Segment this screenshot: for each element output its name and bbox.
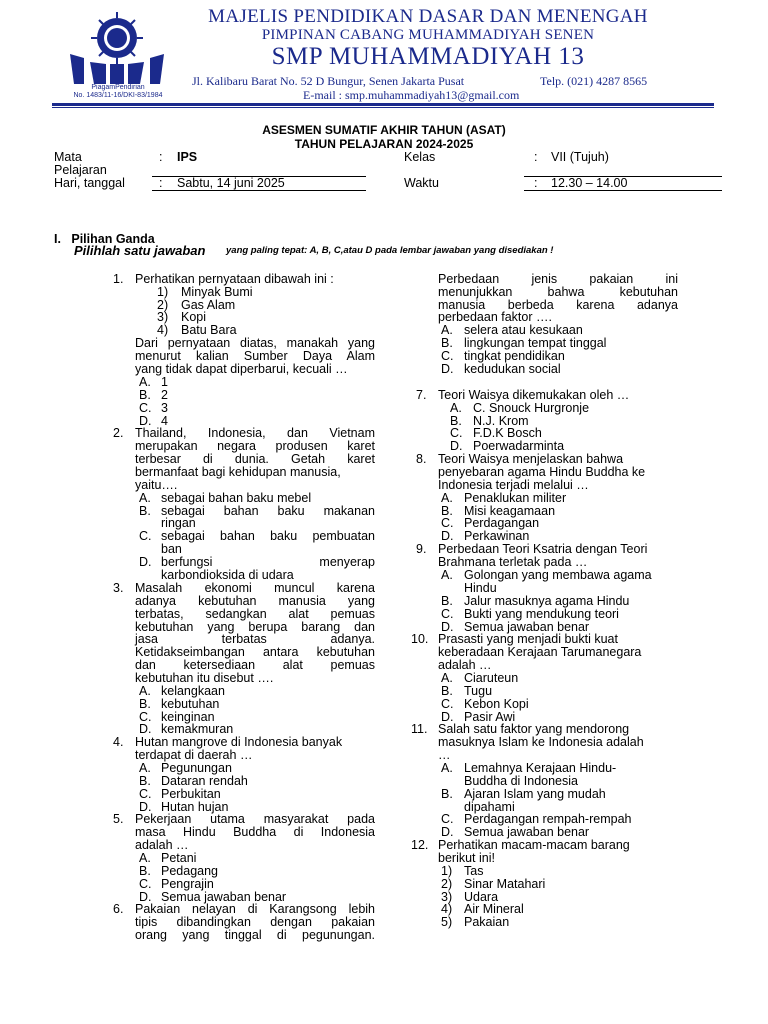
list-item: Minyak Bumi (181, 285, 253, 299)
school-logo (66, 8, 168, 90)
option-text: Perkawinan (464, 529, 530, 543)
list-number: 5) (441, 915, 453, 929)
subject-label-1: Mata (54, 150, 82, 164)
option-text: Penaklukan militer (464, 491, 567, 505)
question-text: berikut ini! (438, 851, 495, 865)
time-underline (524, 190, 722, 191)
time-colon: : (534, 176, 538, 190)
option-letter: D. (450, 439, 463, 453)
option-letter: C. (441, 516, 454, 530)
question-text: Salah satu faktor yang mendorong (438, 722, 630, 736)
question-text: Perbedaan jenis pakaian ini (438, 272, 678, 286)
option-letter: B. (441, 787, 453, 801)
question-text: terdapat di daerah … (135, 748, 253, 762)
option-letter: B. (441, 594, 453, 608)
option-text: Perbukitan (161, 787, 221, 801)
exam-title: ASESMEN SUMATIF AKHIR TAHUN (ASAT) (262, 123, 506, 137)
list-number: 3) (157, 310, 169, 324)
question-text: terbatas, sedangkan alat pemuas (135, 607, 375, 621)
option-letter: D. (441, 710, 454, 724)
instruction-detail: yang paling tepat: A, B, C,atau D pada lembar jawaban yang disediakan ! (226, 245, 554, 256)
list-number: 4) (157, 323, 169, 337)
question-number: 12. (411, 838, 429, 852)
option-text: Kebon Kopi (464, 697, 529, 711)
question-text: Dari pernyataan diatas, manakah yang (135, 336, 375, 350)
option-text: 4 (161, 414, 168, 428)
time-label: Waktu (404, 176, 439, 190)
question-text: adalah … (135, 838, 189, 852)
option-text: 1 (161, 375, 168, 389)
question-text: menunjukkan bahwa kebutuhan (438, 285, 678, 299)
option-text: Tugu (464, 684, 493, 698)
option-text: tingkat pendidikan (464, 349, 565, 363)
question-text: orang yang tinggal di pegunungan. (135, 928, 375, 942)
option-letter: C. (139, 877, 152, 891)
option-letter: B. (139, 864, 151, 878)
option-letter: A. (450, 401, 462, 415)
list-number: 1) (157, 285, 169, 299)
option-text: sebagai bahan baku makanan (161, 504, 375, 518)
list-item: Batu Bara (181, 323, 237, 337)
logo-caption-line-1: PiagamPendirian (91, 84, 145, 91)
question-text: Prasasti yang menjadi bukti kuat (438, 632, 618, 646)
option-text: N.J. Krom (473, 414, 529, 428)
option-letter: D. (139, 555, 152, 569)
option-text: Pegunungan (161, 761, 232, 775)
question-text: yang tidak dapat diperbarui, kecuali … (135, 362, 348, 376)
option-letter: C. (441, 349, 454, 363)
question-text: Pakaian nelayan di Karangsong lebih (135, 902, 375, 916)
option-text: dipahami (464, 800, 515, 814)
question-number: 5. (113, 812, 124, 826)
header-rule-thin (52, 107, 714, 108)
option-letter: B. (450, 414, 462, 428)
time-value: 12.30 – 14.00 (551, 176, 628, 190)
list-item: Pakaian (464, 915, 510, 929)
question-number: 10. (411, 632, 429, 646)
question-text: bermanfaat bagi kehidupan manusia, (135, 465, 341, 479)
option-letter: D. (441, 529, 454, 543)
option-letter: C. (441, 812, 454, 826)
question-text: terbesar di dunia. Getah karet (135, 452, 375, 466)
list-item: Sinar Matahari (464, 877, 546, 891)
list-item: Gas Alam (181, 298, 236, 312)
list-item: Kopi (181, 310, 207, 324)
question-text: yaitu…. (135, 478, 178, 492)
question-text: Brahmana terletak pada … (438, 555, 588, 569)
question-text: merupakan negara produsen karet (135, 439, 375, 453)
question-number: 1. (113, 272, 124, 286)
option-text: kebutuhan (161, 697, 220, 711)
question-text: tipis dibandingkan dengan pakaian (135, 915, 375, 929)
question-number: 8. (416, 452, 427, 466)
option-letter: C. (139, 710, 152, 724)
option-text: Jalur masuknya agama Hindu (464, 594, 630, 608)
option-text: Dataran rendah (161, 774, 248, 788)
option-text: Semua jawaban benar (464, 825, 590, 839)
header-council-name: MAJELIS PENDIDIKAN DASAR DAN MENENGAH (208, 6, 648, 27)
exam-year: TAHUN PELAJARAN 2024-2025 (294, 137, 474, 151)
question-number: 7. (416, 388, 427, 402)
question-text: Perbedaan Teori Ksatria dengan Teori (438, 542, 648, 556)
question-text: Masalah ekonomi muncul karena (135, 581, 375, 595)
date-value: Sabtu, 14 juni 2025 (177, 176, 285, 190)
question-number: 9. (416, 542, 427, 556)
subject-value: IPS (177, 150, 198, 164)
option-text: Pengrajin (161, 877, 214, 891)
date-colon: : (159, 176, 163, 190)
list-item: Udara (464, 890, 499, 904)
section-heading: I. Pilihan Ganda (54, 232, 155, 246)
option-text: sebagai bahan baku mebel (161, 491, 312, 505)
option-letter: C. (139, 401, 152, 415)
option-letter: A. (139, 684, 151, 698)
option-letter: D. (139, 890, 152, 904)
list-number: 3) (441, 890, 453, 904)
option-letter: B. (139, 697, 151, 711)
option-text: Poerwadarminta (473, 439, 565, 453)
subject-colon: : (159, 150, 163, 164)
option-letter: B. (441, 684, 453, 698)
date-label: Hari, tanggal (54, 176, 125, 190)
header-school-name: SMP MUHAMMADIYAH 13 (271, 43, 585, 70)
option-letter: D. (441, 362, 454, 376)
option-letter: A. (441, 491, 453, 505)
question-text: manusia berbeda karena adanya (438, 298, 678, 312)
instruction-main: Pilihlah satu jawaban (74, 243, 206, 258)
option-text: Buddha di Indonesia (464, 774, 578, 788)
option-text: Pedagang (161, 864, 219, 878)
option-text: 3 (161, 401, 168, 415)
option-letter: C. (441, 607, 454, 621)
subject-label-2: Pelajaran (54, 163, 107, 177)
option-letter: D. (139, 800, 152, 814)
option-letter: D. (139, 722, 152, 736)
question-number: 6. (113, 902, 124, 916)
option-letter: D. (139, 414, 152, 428)
list-number: 1) (441, 864, 453, 878)
list-item: Air Mineral (464, 902, 524, 916)
option-letter: A. (139, 375, 151, 389)
question-text: penyebaran agama Hindu Buddha ke (438, 465, 646, 479)
question-text: Perhatikan pernyataan dibawah ini : (135, 272, 334, 286)
question-text: perbedaan faktor …. (438, 310, 552, 324)
header-branch-name: PIMPINAN CABANG MUHAMMADIYAH SENEN (261, 27, 595, 43)
question-number: 3. (113, 581, 124, 595)
option-letter: A. (139, 851, 151, 865)
header-email: E-mail : smp.muhammadiyah13@gmail.com (303, 88, 520, 102)
option-letter: A. (441, 323, 453, 337)
header-address: Jl. Kalibaru Barat No. 52 D Bungur, Senen Jakarta Pusat (192, 74, 465, 88)
option-text: Semua jawaban benar (464, 620, 590, 634)
question-text: … (438, 748, 451, 762)
option-text: sebagai bahan baku pembuatan (161, 529, 375, 543)
option-letter: A. (139, 491, 151, 505)
question-text: adanya kebutuhan manusia yang (135, 594, 375, 608)
option-text: 2 (161, 388, 168, 402)
question-number: 4. (113, 735, 124, 749)
option-text: Ciaruteun (464, 671, 519, 685)
question-text: dan ketersediaan alat pemuas (135, 658, 375, 672)
option-text: Hutan hujan (161, 800, 229, 814)
option-text: kemakmuran (161, 722, 234, 736)
question-text: menurut kalian Sumber Daya Alam (135, 349, 375, 363)
question-text: keberadaan Kerajaan Tarumanegara (438, 645, 642, 659)
option-letter: A. (441, 568, 453, 582)
question-text: Pekerjaan utama masyarakat pada (135, 812, 375, 826)
question-text: jasa terbatas adanya. (135, 632, 375, 646)
option-text: karbondioksida di udara (161, 568, 294, 582)
option-letter: A. (441, 761, 453, 775)
question-text: adalah … (438, 658, 492, 672)
question-text: Thailand, Indonesia, dan Vietnam (135, 426, 375, 440)
header-rule-thick (52, 103, 714, 106)
option-letter: D. (441, 825, 454, 839)
class-value: VII (Tujuh) (551, 150, 609, 164)
option-text: Semua jawaban benar (161, 890, 287, 904)
class-colon: : (534, 150, 538, 164)
option-letter: B. (139, 774, 151, 788)
list-number: 4) (441, 902, 453, 916)
header-phone: Telp. (021) 4287 8565 (540, 74, 648, 88)
option-letter: A. (441, 671, 453, 685)
question-text: Perhatikan macam-macam barang (438, 838, 630, 852)
option-text: keinginan (161, 710, 215, 724)
option-text: kedudukan social (464, 362, 561, 376)
option-text: Pasir Awi (464, 710, 516, 724)
question-text: Hutan mangrove di Indonesia banyak (135, 735, 343, 749)
question-text: Teori Waisya dikemukakan oleh … (438, 388, 630, 402)
option-text: Lemahnya Kerajaan Hindu- (464, 761, 617, 775)
question-text: kebutuhan yang berupa barang dan (135, 620, 375, 634)
option-text: F.D.K Bosch (473, 426, 542, 440)
option-text: ban (161, 542, 182, 556)
option-letter: B. (139, 504, 151, 518)
option-letter: C. (139, 529, 152, 543)
option-text: C. Snouck Hurgronje (473, 401, 590, 415)
option-text: berfungsi menyerap (161, 555, 375, 569)
question-number: 11. (411, 722, 428, 736)
list-number: 2) (157, 298, 169, 312)
option-letter: B. (139, 388, 151, 402)
logo-caption-line-2: No. 1483/11-16/DKI-83/1984 (73, 92, 163, 99)
option-letter: B. (441, 336, 453, 350)
logo-caption (58, 84, 178, 100)
option-text: Golongan yang membawa agama (464, 568, 652, 582)
option-text: Misi keagamaan (464, 504, 556, 518)
option-text: Bukti yang mendukung teori (464, 607, 619, 621)
option-text: Petani (161, 851, 197, 865)
option-text: Perdagangan (464, 516, 540, 530)
option-letter: D. (441, 620, 454, 634)
question-text: masuknya Islam ke Indonesia adalah (438, 735, 644, 749)
question-text: Indonesia terjadi melalui … (438, 478, 589, 492)
option-letter: C. (441, 697, 454, 711)
question-number: 2. (113, 426, 124, 440)
option-text: lingkungan tempat tinggal (464, 336, 607, 350)
option-text: Perdagangan rempah-rempah (464, 812, 632, 826)
question-text: Teori Waisya menjelaskan bahwa (438, 452, 624, 466)
date-underline (152, 190, 366, 191)
question-text: masa Hindu Buddha di Indonesia (135, 825, 375, 839)
option-letter: C. (139, 787, 152, 801)
question-text: kebutuhan itu disebut …. (135, 671, 274, 685)
option-text: Ajaran Islam yang mudah (464, 787, 606, 801)
class-label: Kelas (404, 150, 436, 164)
option-letter: C. (450, 426, 463, 440)
list-item: Tas (464, 864, 484, 878)
option-text: selera atau kesukaan (464, 323, 583, 337)
option-text: Hindu (464, 581, 497, 595)
option-text: ringan (161, 516, 196, 530)
list-number: 2) (441, 877, 453, 891)
question-text: Ketidakseimbangan antara kebutuhan (135, 645, 375, 659)
option-letter: B. (441, 504, 453, 518)
option-letter: A. (139, 761, 151, 775)
option-text: kelangkaan (161, 684, 225, 698)
